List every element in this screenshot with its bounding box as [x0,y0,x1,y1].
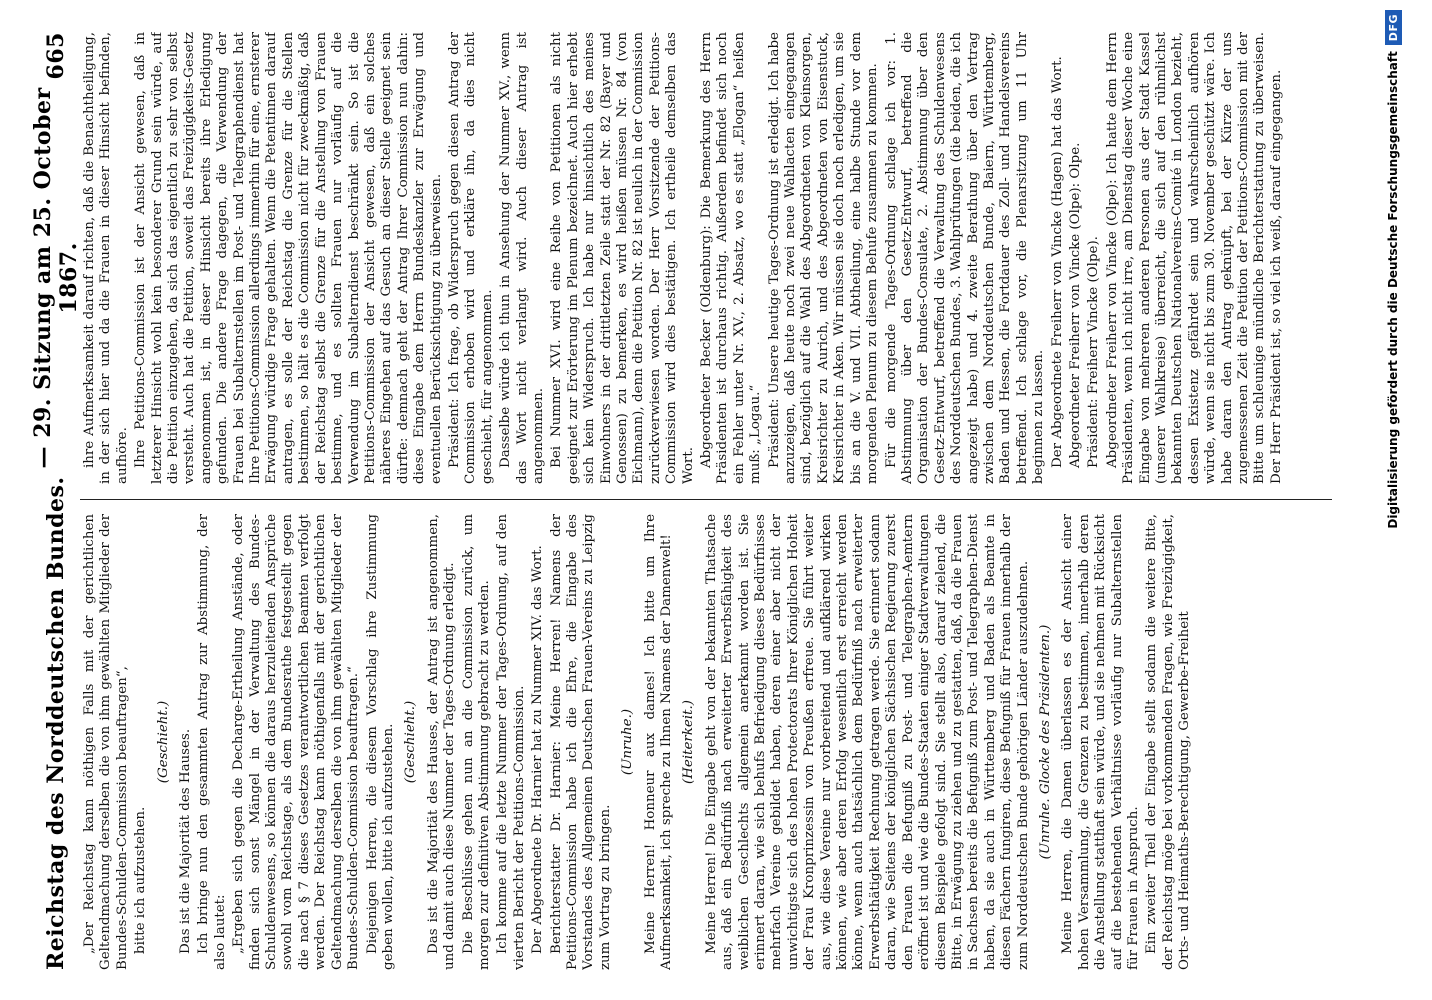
page-edge [1410,0,1432,1000]
paragraph: Dasselbe würde ich thun in Ansehung der Nummer XV., wenn das Wort nicht verlangt wird. Auch dieser Antrag ist angenommen. [498,32,546,484]
credit-text: Digitalisierung gefördert durch die Deutsche Forschungsgemeinschaft [1386,51,1400,529]
stage-direction: (Heiterkeit.) [681,700,697,784]
paragraph: Der Abgeordnete Freiherr von Vincke (Hagen) hat das Wort. [1049,56,1065,468]
digitization-credit [1378,0,1408,1000]
paragraph: Für die morgende Tages-Ordnung schlage ich vor: 1. Abstimmung über den Gesetz-Entwurf, betreffend die Organisation der Bundes-Consulate, 2. Abstimmung über den Gesetz-Entwurf, betreffend die Verwaltung des Schuldenwesens des Norddeutschen Bundes, 3. Wahlprüfungen (die beiden, die ich angezeigt habe) und 4. zweite Berathung über den Vertrag zwischen dem Norddeutschen Bunde, Baiern, Württemberg, Baden und Hessen, die Fortdauer des Zoll- und Handelsvereins betreffend. Ich schlage vor, die Plenarsitzung um 11 Uhr beginnen zu lassen. [883,32,1047,484]
paragraph: Ich bringe nun den gesammten Antrag zur Abstimmung, der also lautet: [196,514,228,970]
paragraph: bitte ich aufzustehen. [133,806,149,954]
stage-direction: (Geschieht.) [155,700,171,784]
paragraph: Ihre Petitions-Commission ist der Ansicht gewesen, daß in letzterer Hinsicht wohl kein besonderer Grund sein würde, auf die Petition einzugehen, da sich das eigentlich zu sehr von selbst versteht. Auch hat die Petition, soweit das Freizügigkeits-Gesetz angenommen ist, in dieser Hinsicht bereits ihre Erledigung gefunden. Die andere Frage dagegen, die Verwendung der Frauen bei Subalternstellen im Post- und Telegraphendienst hat Ihre Petitions-Commission allerdings immerhin für eine, ernsterer Erwägung würdige Frage gehalten. Wenn die Petentinnen darauf antragen, es solle der Reichstag die Grenze für die Stellen bestimmen, so hält es die Commission nicht für zweckmäßig, daß der Reichstag selbst die Grenze für die Anstellung von Frauen bestimme, und es sollten Frauen nur vorläufig auf die Verwendung im Subalterndienst beschränkt sein. So ist die Petitions-Commission der Ansicht gewesen, daß ein solches näheres Eingehen auf das Gesuch an dieser Stelle geeignet sein dürfte: demnach geht der Antrag Ihrer Commission nun dahin: diese Eingabe dem Herrn Bundeskanzler zur Erwägung und eventuellen Berücksichtigung zu überweisen. [133,32,444,484]
paragraph: „Der Reichstag kann nöthigen Falls mit der gerichtlichen Geltendmachung derselben die von ihm gewählten Mitglieder der Bundes-Schulden-Commission beauftragen“, [82,514,130,970]
paragraph: Der Abgeordnete Dr. Harnier hat zu Nummer XIV. das Wort. [530,545,546,954]
stage-direction: (Geschieht.) [403,700,419,784]
paragraph: ihre Aufmerksamkeit darauf richten, daß die Benachtheiligung, in der sich hier und da die Frauen in dieser Hinsicht befinden, aufhöre. [82,32,130,484]
dfg-logo: DFG [1385,10,1402,45]
page-number: 665 [43,32,69,80]
paragraph: „Ergeben sich gegen die Decharge-Ertheilung Anstände, oder finden sich sonst Mängel in der Verwaltung des Bundes-Schuldenwesens, so können die daraus herzuleitenden Ansprüche sowohl vom Reichstage, als dem Bundesrathe festgestellt gegen die nach § 7 dieses Gesetzes verantwortlichen Beamten verfolgt werden. Der Reichstag kann nöthigenfalls mit der gerichtlichen Geltendmachung derselben die von ihm gewählten Mitglieder der Bundes-Schulden-Commission beauftragen.“ [231,514,362,970]
paragraph: Präsident: Ich frage, ob Widerspruch gegen diesen Antrag der Commission erhoben wird und erkläre ihn, da dies nicht geschieht, für angenommen. [446,32,495,484]
paragraph: Präsident: Unsere heutige Tages-Ordnung ist erledigt. Ich habe anzuzeigen, daß heute noch zwei neue Wahlacten eingegangen sind, bezüglich auf die Wahl des Abgeordneten von Kleinsorgen, Kreisrichter zu Aurich, und des Abgeordneten von Eisenstuck, Kreisrichter in Aken. Wir müssen sie doch noch erledigen, um sie bis an die V. und VII. Abtheilung, eine halbe Stunde vor dem morgenden Plenum zu diesem Behufe zusammen zu kommen. [766,32,881,484]
header-journal-title: Reichstag des Norddeutschen Bundes. [43,476,69,970]
paragraph: Abgeordneter Freiherr von Vincke (Olpe): Olpe. [1067,142,1083,468]
paragraph: Abgeordneter Becker (Oldenburg): Die Bemerkung des Herrn Präsidenten ist durchaus richtig. Außerdem befindet sich noch ein Fehler unter Nr. XV., 2. Absatz, wo es statt „Elogan“ heißen muß: „Logau.“ [699,32,764,484]
paragraph: Abgeordneter Freiherr von Vincke (Olpe): Ich hatte dem Herrn Präsidenten, wenn ich nicht irre, am Dienstag dieser Woche eine Eingabe von mehreren anderen Personen aus der Stadt Kassel (unserer Wahlkreise) überreicht, die sich auf den rühmlichst bekannten Deutschen Nationalvereins-Comité in London bezieht, dessen Existenz gefährdet sein und wahrscheinlich aufhören würde, wenn sie nicht bis zum 30. November geschützt wäre. Ich habe daran den Antrag geknüpft, bei der Kürze der uns zugemessenen Zeit die Petition der Petitions-Commission mit der Bitte um schleunige mündliche Berichterstattung zu überweisen. Der Herr Präsident ist, so viel ich weiß, darauf eingegangen. [1104,32,1284,484]
right-column [82,32,1336,484]
stage-direction: (Unruhe.) [620,708,636,776]
stage-direction: (Unruhe. Glocke des Präsidenten.) [1037,624,1053,860]
paragraph: Bei Nummer XVI. wird eine Reihe von Petitionen als nicht geeignet zur Erörterung im Plenum bezeichnet. Auch hier erhebt sich kein Widerspruch. Ich habe nur hinsichtlich des meines Einwohners in der drittletzten Zeile statt der Nr. 82 (Bayer und Genossen) zu bemerken, es wird heißen müssen Nr. 84 (von Eichmann), denn die Petition Nr. 82 ist neulich in der Commission zurückverwiesen worden. Der Herr Vorsitzende der Petitions-Commission wird dies bestätigen. Ich ertheile demselben das Wort. [549,32,696,484]
page-header [30,32,82,970]
paragraph: Meine Herren! Honneur aux dames! Ich bitte um Ihre Aufmerksamkeit, ich spreche zu Ihnen Namens der Damenwelt! [642,514,674,970]
paragraph: Präsident: Freiherr Vincke (Olpe). [1086,236,1102,468]
paragraph: Das ist die Majorität des Hauses. [178,728,194,954]
paragraph: Meine Herren, die Damen überlassen es der Ansicht einer hohen Versammlung, die Grenzen zu bestimmen, innerhalb deren die Anstellung statthaft sein würde, und sie nehmen mit Rücksicht auf die bestehenden Verhältnisse vorläufig nur Subalternstellen für Frauen in Anspruch. [1060,514,1141,970]
paragraph: Meine Herren! Die Eingabe geht von der bekannten Thatsache aus, daß ein Bedürfniß nach erweiterter Erwerbsfähigkeit des weiblichen Geschlechts allgemein anerkannt worden ist. Sie erinnert daran, wie sich behufs Befriedigung dieses Bedürfnisses mehrfach Vereine gebildet haben, deren einer aber nicht der unwichtigste sich des hohen Protectorats Ihrer Königlichen Hoheit der Frau Kronprinzessin von Preußen erfreue. Sie führt weiter aus, wie diese Vereine nur vorbereitend und aufklärend wirken können, wie aber deren Erfolg wesentlich erst erreicht werden könne, wenn auch thatsächlich dem Bedürfniß nach erweiterter Erwerbsthätigkeit Rechnung getragen werde. Sie erinnert sodann daran, wie Seitens der königlichen Sächsischen Regierung zuerst den Frauen die Befugniß zu Post- und Telegraphen-Aemtern eröffnet ist und wie die Bundes-Staaten einiger Stadtverwaltungen diesem Beispiele gefolgt sind. Sie stellt also, darauf zielend, die Bitte, in Erwägung zu ziehen und zu gestatten, daß, da die Frauen in Sachsen bereits die Befugniß zum Post- und Telegraphen-Dienst haben, da sie auch in Württemberg und Baden als Beamte in diesen Fächern fungiren, diese Befugniß für Frauen innerhalb der zum Norddeutschen Bunde gehörigen Länder auszudehnen. [703,514,1031,970]
paragraph: Ich komme auf die letzte Nummer der Tages-Ordnung, auf den vierten Bericht der Petitions-Commission. [495,514,527,970]
paragraph: Diejenigen Herren, die diesem Vorschlag ihre Zustimmung geben wollen, bitte ich aufzustehen. [364,514,396,970]
header-session-date: — 29. Sitzung am 25. October 1867. [30,87,82,469]
left-column [82,514,1336,970]
paragraph: Berichterstatter Dr. Harnier: Meine Herren! Namens der Petitions-Commission habe ich die Ehre, die Eingabe des Vorstandes des Allgemeinen Deutschen Frauen-Vereins zu Leipzig zum Vortrag zu bringen. [548,514,613,970]
paragraph: Ein zweiter Theil der Eingabe stellt sodann die weitere Bitte, der Reichstag möge bei vorkommenden Fragen, wie Freizügigkeit, Orts- und Heimaths-Berechtigung, Gewerbe-Freiheit [1144,514,1193,970]
column-divider [80,499,1332,500]
paragraph: Das ist die Majorität des Hauses, der Antrag ist angenommen, und damit auch diese Nummer der Tages-Ordnung erledigt. [425,514,458,970]
paragraph: Die Beschlüsse gehen nun an die Commission zurück, um morgen zur definitiven Abstimmung gebracht zu werden. [460,514,492,970]
